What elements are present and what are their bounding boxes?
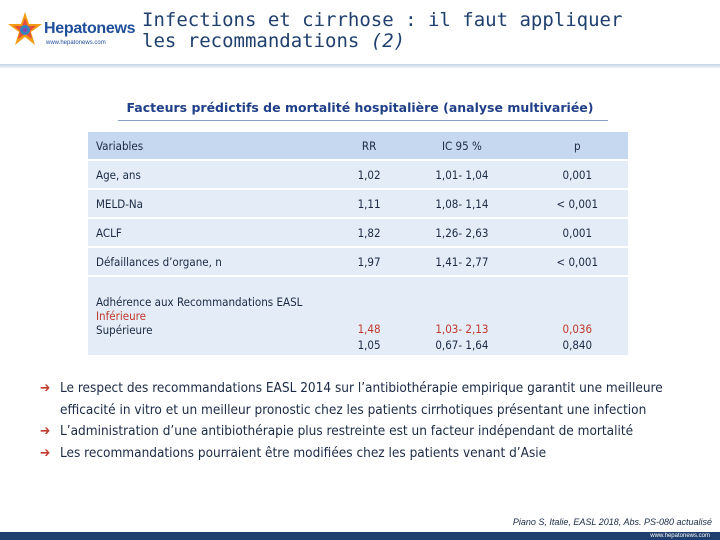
adherence-superieure-ic: 0,67- 1,64 <box>435 338 489 352</box>
mortality-table <box>88 132 628 357</box>
row-rr: 1,11 <box>341 190 397 219</box>
row-p: < 0,001 <box>527 190 628 219</box>
header-ic: IC 95 % <box>397 132 526 161</box>
row-p: 0,001 <box>527 219 628 248</box>
header-variables: Variables <box>88 132 341 161</box>
logo-name: Hepatonews <box>44 20 136 37</box>
adherence-inferieure-p: 0,036 <box>562 322 593 336</box>
logo-star-icon <box>6 10 44 50</box>
row-ic: 1,08- 1,14 <box>397 190 526 219</box>
footer-bar <box>0 532 720 540</box>
row-ic: 1,26- 2,63 <box>397 219 526 248</box>
title-line-2-text: les recommandations <box>142 30 360 52</box>
title-line-2 <box>142 31 702 52</box>
row-ic: 1,41- 2,77 <box>397 248 526 277</box>
hepatonews-logo <box>6 10 136 54</box>
header-rr: RR <box>341 132 397 161</box>
row-p: 0,001 <box>527 161 628 190</box>
row-rr: 1,82 <box>341 219 397 248</box>
conclusion-text: Les recommandations pourraient être modifiées chez les patients venant d’Asie <box>60 444 547 461</box>
adherence-inferieure-ic: 1,03- 2,13 <box>435 322 489 336</box>
adherence-inferieure-rr: 1,48 <box>357 322 381 336</box>
header-p: p <box>527 132 628 161</box>
table-row <box>88 161 628 190</box>
adherence-label: Adhérence aux Recommandations EASL <box>96 295 303 309</box>
adherence-superieure-rr: 1,05 <box>357 338 381 352</box>
conclusion-item <box>40 443 710 465</box>
arrow-right-icon: ➔ <box>40 423 51 439</box>
row-variable: MELD-Na <box>88 190 341 219</box>
adherence-rr-cell <box>341 277 397 357</box>
adherence-superieure-label: Supérieure <box>96 323 153 337</box>
adherence-inferieure-label: Inférieure <box>96 309 147 323</box>
adherence-superieure-p: 0,840 <box>562 338 593 352</box>
row-rr: 1,97 <box>341 248 397 277</box>
adherence-p-cell <box>527 277 628 357</box>
row-variable: Age, ans <box>88 161 341 190</box>
adherence-ic-stack <box>397 321 526 353</box>
conclusion-item <box>40 421 710 443</box>
adherence-p-stack <box>527 321 628 353</box>
subtitle-underline <box>118 120 608 121</box>
row-p: < 0,001 <box>527 248 628 277</box>
footer-url: www.hepatonews.com <box>650 533 710 539</box>
table-row-adherence <box>88 277 628 357</box>
title-divider <box>0 64 720 68</box>
adherence-rr-stack <box>341 321 397 353</box>
page-title <box>142 10 702 52</box>
conclusion-text: Le respect des recommandations EASL 2014 sur l’antibiothérapie empirique garantit une meilleure efficacité in vitro et un meilleur pronostic chez les patients cirrhotiques présentant une infection <box>60 380 663 418</box>
row-rr: 1,02 <box>341 161 397 190</box>
table-subtitle: Facteurs prédictifs de mortalité hospitalière (analyse multivariée) <box>126 100 594 115</box>
conclusion-item <box>40 378 710 421</box>
row-variable: ACLF <box>88 219 341 248</box>
conclusions-list <box>40 378 710 464</box>
table-header-row <box>88 132 628 161</box>
adherence-variable-cell <box>88 277 341 357</box>
table-row <box>88 190 628 219</box>
arrow-right-icon: ➔ <box>40 380 51 396</box>
conclusion-text: L’administration d’une antibiothérapie plus restreinte est un facteur indépendant de mortalité <box>60 423 634 439</box>
arrow-right-icon: ➔ <box>40 444 51 461</box>
row-ic: 1,01- 1,04 <box>397 161 526 190</box>
title-number: (2) <box>370 30 406 52</box>
logo-url: www.hepatonews.com <box>46 40 106 46</box>
title-line-1: Infections et cirrhose : il faut appliquer <box>142 9 623 31</box>
adherence-ic-cell <box>397 277 526 357</box>
row-variable: Défaillances d’organe, n <box>88 248 341 277</box>
table-row <box>88 248 628 277</box>
citation: Piano S, Italie, EASL 2018, Abs. PS-080 actualisé <box>512 517 712 527</box>
table-row <box>88 219 628 248</box>
